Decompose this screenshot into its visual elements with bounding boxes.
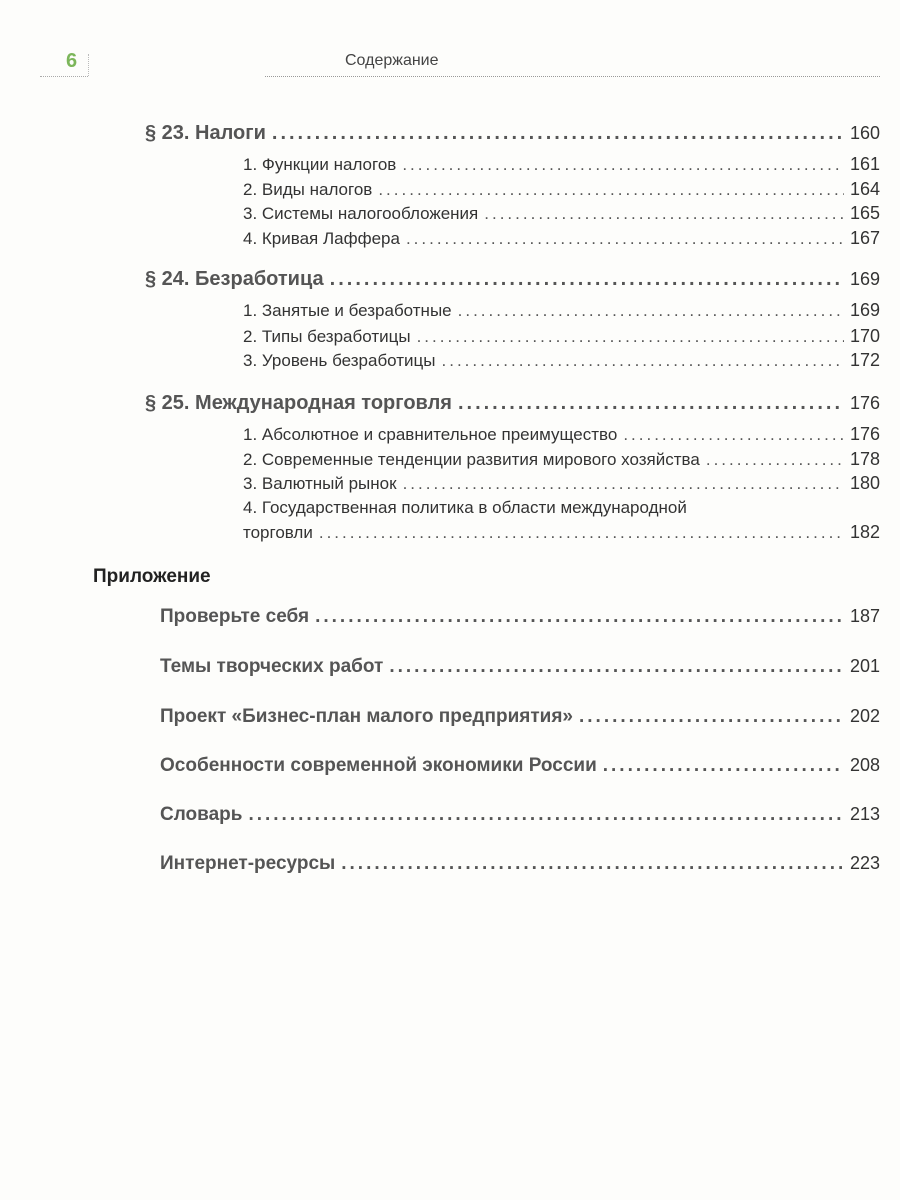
toc-entry-title: Проверьте себя	[160, 606, 310, 627]
toc-entry-page: 201	[849, 656, 880, 676]
toc-entry-title: 1. Занятые и безработные	[243, 301, 452, 320]
appendix-entry[interactable]	[160, 606, 880, 628]
dot-leader	[403, 474, 844, 494]
dot-leader	[272, 122, 844, 145]
appendix-entry[interactable]	[160, 706, 880, 728]
toc-subsection-entry[interactable]	[243, 326, 880, 347]
dot-leader	[623, 425, 844, 445]
toc-entry-title: 2. Современные тенденции развития мирового хозяйства	[243, 450, 700, 469]
toc-entry-page: 178	[849, 449, 880, 469]
page-number-divider	[88, 54, 89, 76]
dot-leader	[706, 450, 844, 470]
toc-entry-page: 176	[849, 393, 880, 413]
toc-subsection-entry[interactable]	[243, 424, 880, 445]
toc-entry-page: 164	[849, 179, 880, 199]
dot-leader	[248, 804, 844, 826]
dot-leader	[579, 706, 844, 728]
toc-subsection-entry[interactable]	[243, 154, 880, 175]
running-header-rule	[265, 76, 880, 77]
toc-entry-page: 169	[849, 300, 880, 320]
toc-entry-title: 4. Кривая Лаффера	[243, 229, 400, 248]
toc-section-entry[interactable]	[145, 122, 880, 145]
dot-leader	[458, 392, 844, 415]
dot-leader	[484, 204, 844, 224]
dot-leader	[402, 155, 844, 175]
page-number: 6	[66, 50, 78, 72]
toc-entry-title: 3. Валютный рынок	[243, 474, 397, 493]
toc-entry-page: 170	[849, 326, 880, 346]
dot-leader	[458, 301, 844, 321]
toc-entry-page: 182	[849, 522, 880, 542]
dot-leader	[406, 229, 844, 249]
toc-entry-title: § 23. Налоги	[145, 122, 266, 144]
toc-subsection-entry[interactable]	[243, 300, 880, 321]
toc-entry-page: 208	[849, 755, 880, 775]
toc-entry-title: 1. Абсолютное и сравнительное преимущество	[243, 425, 618, 444]
dot-leader	[330, 268, 844, 291]
toc-subsection-entry[interactable]	[243, 228, 880, 249]
toc-entry-page: 213	[849, 804, 880, 824]
toc-entry-title: § 24. Безработица	[145, 268, 324, 290]
toc-subsection-entry[interactable]	[243, 179, 880, 200]
toc-entry-page: 202	[849, 706, 880, 726]
toc-entry-title: Особенности современной экономики России	[160, 755, 597, 776]
toc-entry-title: Темы творческих работ	[160, 656, 384, 677]
dot-leader	[315, 606, 844, 628]
dot-leader	[603, 755, 844, 777]
toc-entry-page: 161	[849, 154, 880, 174]
appendix-heading: Приложение	[93, 566, 211, 587]
appendix-entry[interactable]	[160, 656, 880, 678]
dot-leader	[378, 180, 844, 200]
dot-leader	[389, 656, 844, 678]
toc-subsection-entry[interactable]	[243, 350, 880, 371]
toc-entry-title: 1. Функции налогов	[243, 155, 397, 174]
toc-entry-title: торговли	[243, 523, 313, 542]
toc-entry-page: 223	[849, 853, 880, 873]
appendix-entry[interactable]	[160, 755, 880, 777]
toc-entry-page: 165	[849, 203, 880, 223]
toc-entry-page: 176	[849, 424, 880, 444]
toc-entry-title: Проект «Бизнес-план малого предприятия»	[160, 706, 573, 727]
toc-entry-page: 167	[849, 228, 880, 248]
dot-leader	[442, 351, 844, 371]
toc-entry-page: 187	[849, 606, 880, 626]
toc-section-entry[interactable]	[145, 268, 880, 291]
dot-leader	[417, 327, 844, 347]
toc-subsection-entry[interactable]	[243, 203, 880, 224]
toc-subsection-entry[interactable]	[243, 449, 880, 470]
toc-entry-title: 2. Типы безработицы	[243, 327, 411, 346]
appendix-entry[interactable]	[160, 853, 880, 875]
running-header-title: Содержание	[345, 52, 439, 69]
dot-leader	[319, 523, 844, 543]
toc-entry-title: Словарь	[160, 804, 243, 825]
toc-subsection-entry[interactable]	[243, 522, 880, 543]
toc-section-entry[interactable]	[145, 392, 880, 415]
toc-subsection-entry[interactable]	[243, 473, 880, 494]
toc-entry-page: 160	[849, 123, 880, 143]
toc-entry-page: 180	[849, 473, 880, 493]
toc-entry-page: 169	[849, 269, 880, 289]
toc-entry-title: 2. Виды налогов	[243, 180, 373, 199]
dot-leader	[341, 853, 844, 875]
toc-entry-title-line1: 4. Государственная политика в области международной	[243, 498, 687, 517]
toc-entry-page: 172	[849, 350, 880, 370]
toc-entry-title: 3. Системы налогообложения	[243, 204, 479, 223]
appendix-entry[interactable]	[160, 804, 880, 826]
toc-entry-title: Интернет-ресурсы	[160, 853, 336, 874]
toc-entry-title: 3. Уровень безработицы	[243, 351, 436, 370]
page-number-rule	[40, 76, 88, 77]
toc-entry-title: § 25. Международная торговля	[145, 392, 452, 414]
